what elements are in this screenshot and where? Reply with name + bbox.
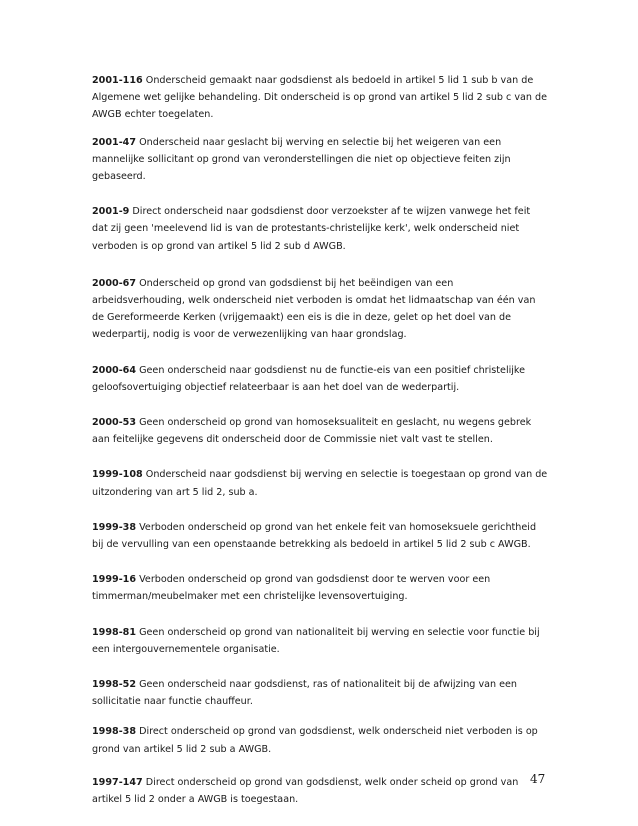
decision-number: 2000-53 — [92, 417, 137, 429]
decision-entry — [92, 203, 548, 255]
decision-summary: Onderscheid naar godsdienst bij werving en selectie is toegestaan op grond van de uitzondering van art 5 lid 2, sub a. — [92, 469, 548, 498]
decision-number: 2000-64 — [92, 364, 137, 376]
decision-entry — [92, 134, 548, 186]
decision-summary: Verboden onderscheid op grond van het enkele feit van homoseksuele gerichtheid bij de vervulling van een openstaande betrekking als bedoeld in artikel 5 lid 2 sub c AWGB. — [92, 521, 537, 551]
decision-summary: Direct onderscheid naar godsdienst door verzoekster af te wijzen vanwege het feit dat zij geen 'meelevend lid is van de protestants-christelijke kerk', welk onderscheid niet verboden is op grond van artikel 5 lid 2 sub d AWGB. — [92, 206, 531, 252]
decision-entry — [92, 723, 548, 757]
decision-summary: Onderscheid naar geslacht bij werving en selectie bij het weigeren van een mannelijke sollicitant op grond van veronderstellingen die niet op objectieve feiten zijn gebaseerd. — [92, 136, 511, 183]
decision-entry — [92, 414, 548, 448]
page-number: 47 — [530, 772, 546, 786]
decision-number: 1999-16 — [92, 574, 137, 586]
decision-entry — [92, 571, 548, 605]
decision-summary: Onderscheid op grond van godsdienst bij het beëindigen van een arbeidsverhouding, welk onderscheid niet verboden is omdat het lidmaatschap van één van de Gereformeerde Kerken (vrijgemaakt) een eis is die in deze, gelet op het doel van de wederpartij, nodig is voor de verwezenlijking van haar grondslag. — [92, 277, 536, 341]
decision-entry — [92, 72, 548, 124]
decision-summary: Geen onderscheid op grond van homoseksualiteit en geslacht, nu wegens gebrek aan feitelijke gegevens dit onderscheid door de Commissie niet valt vast te stellen. — [92, 417, 532, 446]
decision-entry — [92, 466, 548, 500]
decision-number: 1998-81 — [92, 626, 137, 638]
decision-number: 1998-52 — [92, 679, 137, 691]
decision-number: 2001-47 — [92, 136, 137, 148]
decision-summary: Onderscheid gemaakt naar godsdienst als bedoeld in artikel 5 lid 1 sub b van de Algemene wet gelijke behandeling. Dit onderscheid is op grond van artikel 5 lid 2 sub c van de AWGB echter toegelaten. — [92, 75, 548, 121]
decision-number: 2001-9 — [92, 206, 130, 218]
decision-summary: Geen onderscheid naar godsdienst nu de functie-eis van een positief christelijke geloofsovertuiging objectief relateerbaar is aan het doel van de wederpartij. — [92, 364, 526, 393]
decision-entry — [92, 624, 548, 658]
decision-number: 2001-116 — [92, 75, 143, 86]
decision-summary: Direct onderscheid op grond van godsdienst, welk onderscheid niet verboden is op grond van artikel 5 lid 2 sub a AWGB. — [92, 726, 538, 755]
decision-number: 1998-38 — [92, 726, 137, 738]
decision-summary: Direct onderscheid op grond van godsdienst, welk onder scheid op grond van artikel 5 lid 2 onder a AWGB is toegestaan. — [92, 776, 519, 806]
decision-number: 1999-38 — [92, 521, 137, 533]
decision-list — [92, 72, 548, 808]
decision-entry — [92, 275, 548, 344]
decision-summary: Geen onderscheid op grond van nationaliteit bij werving en selectie voor functie bij een intergouvernementele organisatie. — [92, 626, 540, 655]
decision-summary: Geen onderscheid naar godsdienst, ras of nationaliteit bij de afwijzing van een sollicitatie naar functie chauffeur. — [92, 679, 518, 708]
decision-summary: Verboden onderscheid op grond van godsdienst door te werven voor een timmerman/meubelmaker met een christelijke levensovertuiging. — [92, 574, 491, 603]
decision-entry — [92, 519, 548, 553]
decision-number: 1999-108 — [92, 469, 143, 481]
decision-number: 1997-147 — [92, 776, 143, 788]
decision-entry — [92, 676, 548, 710]
decision-entry — [92, 774, 548, 808]
decision-entry — [92, 362, 548, 396]
decision-number: 2000-67 — [92, 277, 137, 289]
